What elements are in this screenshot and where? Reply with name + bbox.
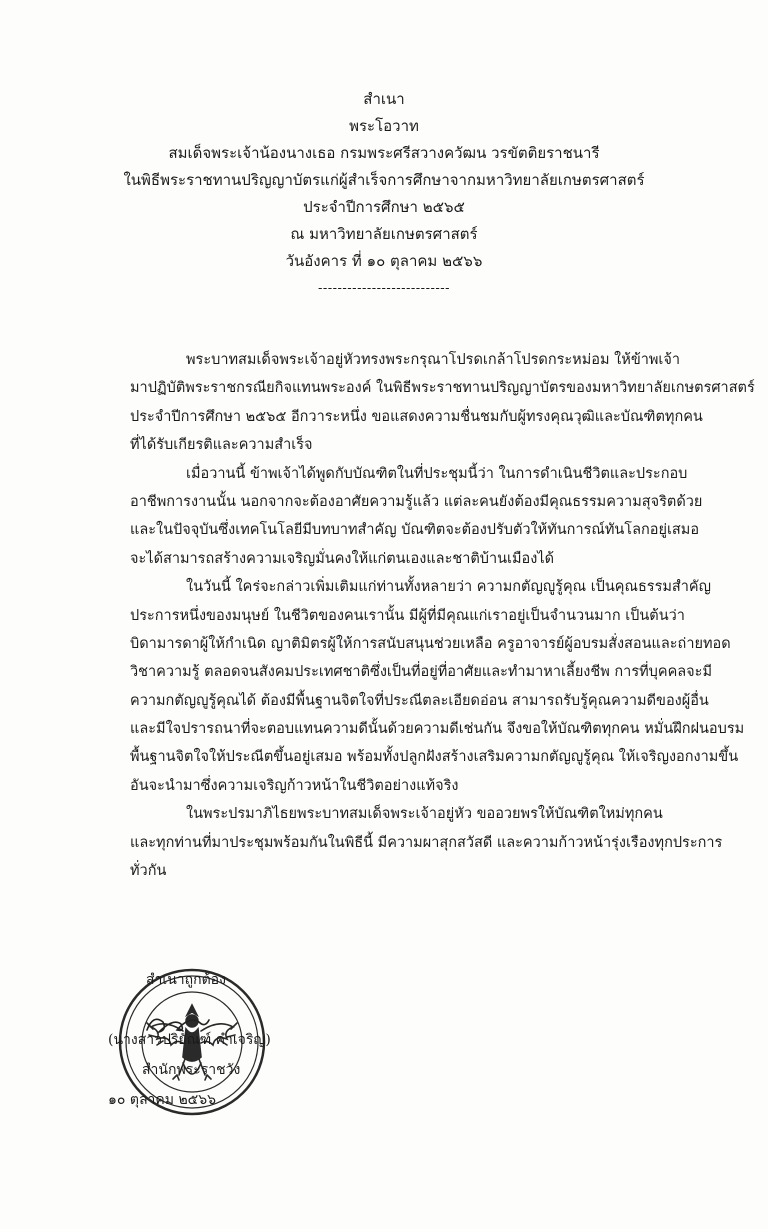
paragraph-line: บิดามารดาผู้ให้กำเนิด ญาติมิตรผู้ให้การสนับสนุนช่วยเหลือ ครูอาจารย์ผู้อบรมสั่งสอนและถ่ายทอด [130, 635, 731, 652]
document-header [0, 86, 768, 302]
paragraph-3 [130, 573, 745, 800]
header-divider: --------------------------- [317, 281, 451, 296]
paragraph-4 [130, 800, 723, 885]
paragraph-line: ในวันนี้ ใคร่จะกล่าวเพิ่มเติมแก่ท่านทั้งหลายว่า ความกตัญญูรู้คุณ เป็นคุณธรรมสำคัญ [186, 579, 711, 596]
paragraph-line: พื้นฐานจิตใจให้ประณีตขึ้นอยู่เสมอ พร้อมทั้งปลูกฝังสร้างเสริมความกตัญญูรู้คุณ ให้เจริญงอกงามขึ้น [130, 749, 739, 766]
paragraph-line: ในพระปรมาภิไธยพระบาทสมเด็จพระเจ้าอยู่หัว ขออวยพรให้บัณฑิตใหม่ทุกคน [186, 806, 663, 823]
royal-name: สมเด็จพระเจ้าน้องนางเธอ กรมพระศรีสวางควัฒน วรขัตติยราชนารี [168, 144, 600, 162]
ceremony-line: ในพิธีพระราชทานปริญญาบัตรแก่ผู้สำเร็จการศึกษาจากมหาวิทยาลัยเกษตรศาสตร์ [123, 171, 645, 189]
venue: ณ มหาวิทยาลัยเกษตรศาสตร์ [290, 225, 478, 243]
copy-label: สำเนา [363, 90, 405, 108]
paragraph-line: อันจะนำมาซึ่งความเจริญก้าวหน้าในชีวิตอย่างแท้จริง [130, 777, 459, 794]
paragraph-line: วิชาความรู้ ตลอดจนสังคมประเทศชาติซึ่งเป็นที่อยู่ที่อาศัยและทำมาหาเลี้ยงชีพ การที่บุคคลจะมี [130, 664, 712, 681]
paragraph-line: และมีใจปรารถนาที่จะตอบแทนความดีนั้นด้วยความดีเช่นกัน จึงขอให้บัณฑิตทุกคน หมั่นฝึกฝนอบรม [130, 721, 745, 738]
signer-office: สำนักพระราชวัง [142, 1062, 241, 1078]
certified-copy-label: สำเนาถูกต้อง [146, 972, 226, 988]
paragraph-line: และในปัจจุบันซึ่งเทคโนโลยีมีบทบาทสำคัญ บัณฑิตจะต้องปรับตัวให้ทันการณ์ทันโลกอยู่เสมอ [130, 522, 700, 539]
academic-year: ประจำปีการศึกษา ๒๕๖๕ [303, 198, 465, 216]
paragraph-line: มาปฏิบัติพระราชกรณียกิจแทนพระองค์ ในพิธีพระราชทานปริญญาบัตรของมหาวิทยาลัยเกษตรศาสตร์ [130, 380, 755, 397]
paragraph-line: ทั่วกัน [130, 863, 167, 880]
paragraph-line: ความกตัญญูรู้คุณได้ ต้องมีพื้นฐานจิตใจที่ประณีตละเอียดอ่อน สามารถรับรู้คุณความดีของผู้อื่น [130, 692, 709, 709]
certification-date: ๑๐ ตุลาคม ๒๕๖๖ [108, 1092, 217, 1108]
signer-name: (นางสาวปริยัณฑ์ คำเจริญ) [108, 1032, 271, 1048]
date-line: วันอังคาร ที่ ๑๐ ตุลาคม ๒๕๖๖ [285, 252, 483, 270]
document-title: พระโอวาท [349, 117, 419, 135]
paragraph-line: พระบาทสมเด็จพระเจ้าอยู่หัวทรงพระกรุณาโปรดเกล้าโปรดกระหม่อม ให้ข้าพเจ้า [186, 352, 681, 368]
paragraph-2 [130, 460, 703, 574]
paragraph-line: ประการหนึ่งของมนุษย์ ในชีวิตของคนเรานั้น มีผู้ที่มีคุณแก่เราอยู่เป็นจำนวนมาก เป็นต้นว่า [130, 607, 685, 624]
paragraph-line: อาชีพการงานนั้น นอกจากจะต้องอาศัยความรู้แล้ว แต่ละคนยังต้องมีคุณธรรมความสุจริตด้วย [130, 493, 703, 510]
paragraph-line: เมื่อวานนี้ ข้าพเจ้าได้พูดกับบัณฑิตในที่ประชุมนี้ว่า ในการดำเนินชีวิตและประกอบ [186, 465, 688, 482]
paragraph-line: ประจำปีการศึกษา ๒๕๖๕ อีกวาระหนึ่ง ขอแสดงความชื่นชมกับผู้ทรงคุณวุฒิและบัณฑิตทุกคน [130, 408, 703, 425]
paragraph-line: และทุกท่านที่มาประชุมพร้อมกันในพิธีนี้ มีความผาสุกสวัสดี และความก้าวหน้ารุ่งเรืองทุกประการ [130, 834, 723, 851]
paragraph-line: จะได้สามารถสร้างความเจริญมั่นคงให้แก่ตนเองและชาติบ้านเมืองได้ [130, 550, 555, 567]
signature-scribble-icon [143, 1010, 213, 1040]
certification-block [98, 965, 298, 1115]
paragraph-1 [130, 346, 755, 460]
paragraph-line: ที่ได้รับเกียรติและความสำเร็จ [130, 437, 313, 454]
speech-body [130, 346, 755, 885]
